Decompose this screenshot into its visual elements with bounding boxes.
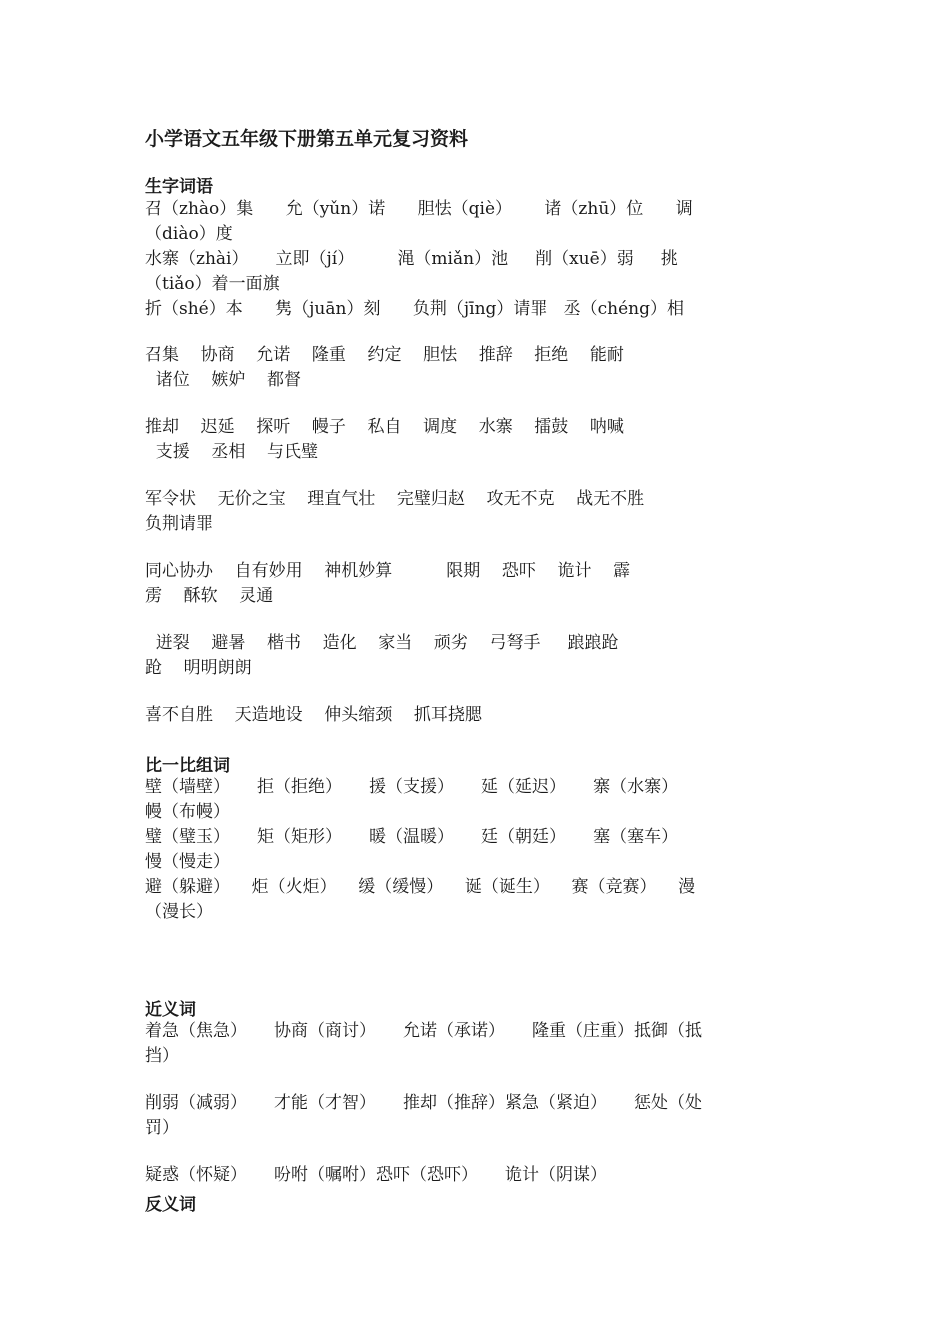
text-line: 避（躲避） 炬（火炬） 缓（缓慢） 诞（诞生） 赛（竞赛） 漫 [145, 877, 696, 897]
text-line: 挡） [145, 1046, 179, 1066]
text-line: 幔（布幔） [145, 802, 230, 822]
text-line: 疑惑（怀疑） 吩咐（嘱咐）恐吓（恐吓） 诡计（阴谋） [145, 1165, 608, 1185]
text-line: 罚） [145, 1118, 179, 1138]
text-line: 慢（慢走） [145, 852, 230, 872]
document-title: 小学语文五年级下册第五单元复习资料 [145, 128, 469, 150]
section-heading-jinyi: 近义词 [145, 1000, 196, 1020]
text-line: 削弱（减弱） 才能（才智） 推却（推辞）紧急（紧迫） 惩处（处 [145, 1093, 703, 1113]
text-line: 同心协办 自有妙用 神机妙算 限期 恐吓 诡计 霹 [145, 561, 631, 581]
text-line: 壁（墙壁） 拒（拒绝） 援（支援） 延（延迟） 寨（水寨） [145, 777, 679, 797]
text-line: 喜不自胜 天造地设 伸头缩颈 抓耳挠腮 [145, 705, 482, 725]
section-heading-shengzi: 生字词语 [145, 177, 213, 197]
text-line: 着急（焦急） 协商（商讨） 允诺（承诺） 隆重（庄重）抵御（抵 [145, 1021, 703, 1041]
text-line: （漫长） [145, 902, 213, 922]
section-heading-bibi: 比一比组词 [145, 756, 230, 776]
text-line: 负荆请罪 [145, 514, 213, 534]
section-heading-fanyi: 反义词 [145, 1195, 196, 1215]
text-line: 召集 协商 允诺 隆重 约定 胆怯 推辞 拒绝 能耐 [145, 345, 624, 365]
text-line: 璧（璧玉） 矩（矩形） 暖（温暖） 廷（朝廷） 塞（塞车） [145, 827, 679, 847]
text-line: 军令状 无价之宝 理直气壮 完璧归赵 攻无不克 战无不胜 [145, 489, 645, 509]
text-line: （diào）度 [145, 224, 233, 244]
text-line: 折（shé）本 隽（juān）刻 负荆（jīng）请罪 丞（chéng）相 [145, 299, 684, 319]
text-line: （tiǎo）着一面旗 [145, 274, 280, 294]
text-line: 支援 丞相 与氏璧 [145, 442, 319, 462]
text-line: 推却 迟延 探听 幔子 私自 调度 水寨 擂鼓 呐喊 [145, 417, 624, 437]
text-line: 迸裂 避暑 楷书 造化 家当 顽劣 弓弩手 踉踉跄 [145, 633, 619, 653]
text-line: 诸位 嫉妒 都督 [145, 370, 302, 390]
text-line: 雳 酥软 灵通 [145, 586, 274, 606]
text-line: 水寨（zhài） 立即（jí） 渑（miǎn）池 削（xuē）弱 挑 [145, 249, 678, 269]
text-line: 召（zhào）集 允（yǔn）诺 胆怯（qiè） 诸（zhū）位 调 [145, 199, 693, 219]
text-line: 跄 明明朗朗 [145, 658, 252, 678]
